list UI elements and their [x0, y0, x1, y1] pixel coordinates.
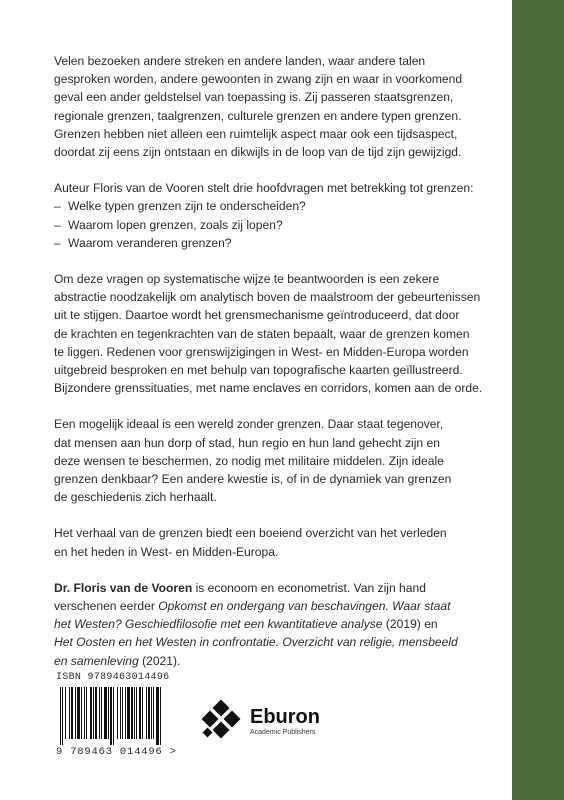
text-line: en het heden in West- en Midden-Europa. — [54, 544, 279, 559]
questions-intro: Auteur Floris van de Vooren stelt drie hoofdvragen met betrekking tot grenzen: — [54, 181, 474, 196]
text-line: de geschiedenis zich herhaalt. — [54, 490, 217, 505]
publisher-subtitle: Academic Publishers — [250, 728, 316, 736]
barcode-bar — [134, 687, 135, 739]
barcode-bar — [95, 687, 97, 739]
text-line: Grenzen hebben niet alleen een ruimtelijk aspect maar ook een tijdsaspect, — [54, 126, 458, 141]
text-line: doordat zij eens zijn ontstaan en dikwijls in de loop van de tijd zijn gewijzigd. — [54, 145, 462, 160]
barcode-bar — [110, 687, 112, 745]
barcode-bar — [86, 687, 87, 739]
text-line: deze wensen te beschermen, zo nodig met militaire middelen. Zijn ideale — [54, 453, 444, 468]
author-bio: Dr. Floris van de Vooren is econoom en econometrist. Van zijn hand verschenen eerder Opkomst en ondergang van beschavingen. Waar staat het Westen? Geschiedfilosofie met een kwantitatieve analyse (2019) en Het Oosten en het Westen in confrontatie. Overzicht van religie, mensbeeld en samenleving (2021). — [54, 580, 458, 668]
text-line: uitgebreid besproken en met behulp van topografische kaarten geïllustreerd. — [54, 363, 463, 378]
barcode-digits: 9 789463 014496 > — [56, 746, 177, 758]
back-cover-text — [54, 52, 484, 688]
barcode-bar — [65, 687, 66, 739]
barcode-bar — [81, 687, 82, 739]
barcode-bar — [139, 687, 141, 739]
barcode-bar — [84, 687, 85, 739]
text-line: Een mogelijk ideaal is een wereld zonder grenzen. Daar staat tegenover, — [54, 417, 444, 432]
barcode-bar — [108, 687, 109, 739]
text-line: Het verhaal van de grenzen biedt een boeiend overzicht van het verleden — [54, 526, 447, 541]
publisher-text — [250, 706, 320, 737]
text-line: Bijzondere grenssituaties, met name enclaves en corridors, komen aan de orde. — [54, 381, 483, 396]
barcode-bar — [122, 687, 123, 739]
barcode-bar — [99, 687, 100, 739]
list-item: – Waarom veranderen grenzen? — [54, 235, 232, 250]
barcode-bar — [113, 687, 114, 745]
barcode-bar — [69, 687, 70, 739]
book-title: en samenleving — [54, 653, 139, 668]
barcode-bar — [93, 687, 94, 739]
barcode-bar — [71, 687, 73, 739]
paragraph-ideal — [54, 415, 484, 506]
barcode-bar — [117, 687, 118, 739]
barcode-bar — [62, 687, 63, 745]
text-line: uit te stijgen. Daartoe wordt het grensmechanisme geïntroduceerd, dat door — [54, 308, 460, 323]
text-line: dat mensen aan hun dorp of stad, hun regio en hun land gehecht zijn en — [54, 435, 440, 450]
barcode-bar — [104, 687, 107, 739]
barcode-bars — [56, 687, 180, 745]
text-line: abstractie noodzakelijk om analytisch boven de maalstroom der gebeurtenissen — [54, 290, 481, 305]
text-line: geval een ander geldstelsel van toepassing is. Zij passeren staatsgrenzen, — [54, 90, 454, 105]
barcode-bar — [142, 687, 143, 739]
barcode-bar — [120, 687, 121, 739]
text-line: grenzen denkbaar? Een andere kwestie is, of in de dynamiek van grenzen — [54, 472, 452, 487]
paragraph-questions — [54, 179, 484, 252]
list-item: – Welke typen grenzen zijn te onderscheiden? — [54, 199, 306, 214]
list-item: – Waarom lopen grenzen, zoals zij lopen? — [54, 217, 283, 232]
text-line: te liggen. Redenen voor grenswijzigingen in West- en Midden-Europa worden — [54, 344, 469, 359]
paragraph-method — [54, 270, 484, 397]
barcode-bar — [90, 687, 92, 739]
isbn-label: ISBN 9789463014496 — [56, 672, 170, 683]
barcode-bar — [131, 687, 133, 739]
book-spine-band — [512, 0, 564, 800]
book-title: het Westen? Geschiedfilosofie met een kwantitatieve analyse — [54, 617, 383, 632]
barcode-bar — [77, 687, 80, 739]
barcode-bar — [127, 687, 130, 739]
text-line: regionale grenzen, taalgrenzen, culturele grenzen en andere typen grenzen. — [54, 108, 462, 123]
barcode-bar — [75, 687, 76, 739]
publisher-logo — [200, 700, 320, 742]
paragraph-summary — [54, 524, 484, 560]
barcode-bar — [156, 687, 159, 745]
barcode-bar — [151, 687, 152, 739]
text-line: Om deze vragen op systematische wijze te beantwoorden is een zekere — [54, 272, 440, 287]
paragraph-intro — [54, 52, 484, 161]
barcode-bar — [146, 687, 147, 739]
barcode-bar — [101, 687, 102, 739]
text-line: de krachten en tegenkrachten van de staten bepaalt, waar de grenzen komen — [54, 326, 470, 341]
text-line: Velen bezoeken andere streken en andere landen, waar andere talen — [54, 54, 426, 68]
barcode-bar — [136, 687, 137, 739]
author-name: Dr. Floris van de Vooren — [54, 580, 193, 595]
diamond-cluster-icon — [200, 700, 242, 742]
barcode-bar — [153, 687, 154, 739]
barcode-bar — [125, 687, 126, 739]
barcode-bar — [60, 687, 61, 745]
barcode-bar — [160, 687, 161, 745]
isbn-barcode — [56, 672, 182, 758]
text-line: gesproken worden, andere gewoonten in zwang zijn en waar in voorkomend — [54, 72, 463, 87]
questions-list — [54, 197, 484, 252]
publisher-name: Eburon — [250, 705, 320, 728]
book-title: Het Oosten en het Westen in confrontatie. Overzicht van religie, mensbeeld — [54, 635, 458, 650]
barcode-bar — [148, 687, 150, 739]
book-title: Opkomst en ondergang van beschavingen. Waar staat — [158, 599, 451, 614]
